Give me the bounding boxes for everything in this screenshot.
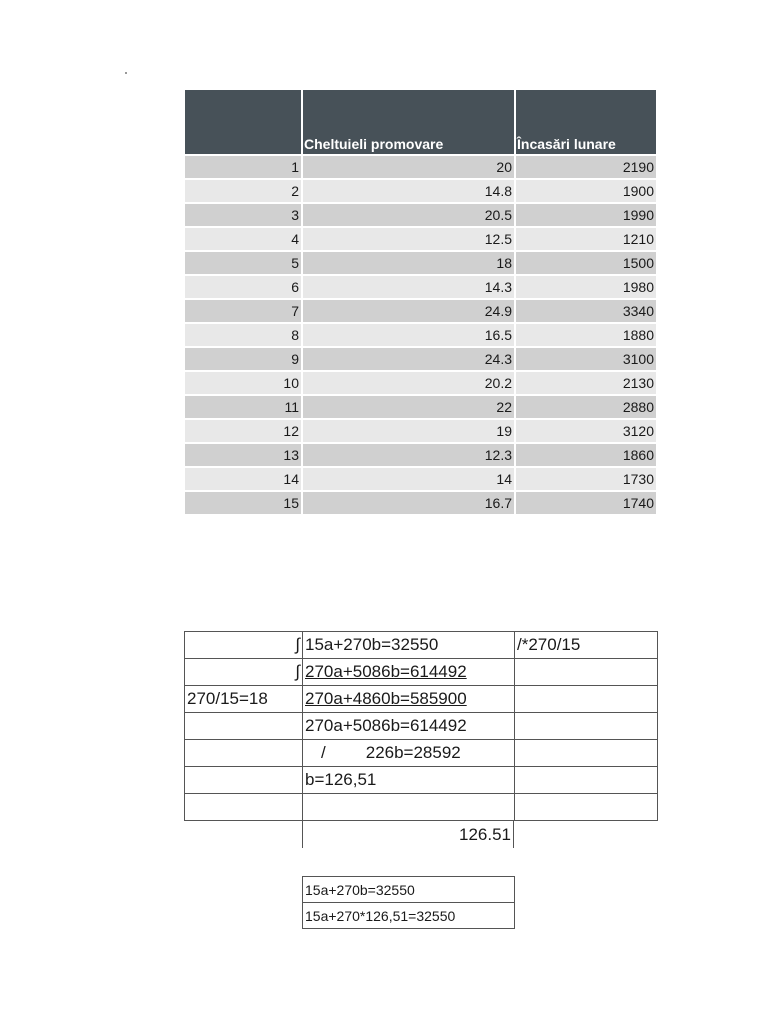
slash-mark: / xyxy=(321,743,326,762)
promotion-cost-cell: 20.2 xyxy=(302,371,515,395)
empty-cell xyxy=(515,740,658,767)
row-index-cell: 13 xyxy=(185,443,302,467)
promotion-cost-cell: 20.5 xyxy=(302,203,515,227)
promotion-cost-cell: 22 xyxy=(302,395,515,419)
row-index-cell: 6 xyxy=(185,275,302,299)
row-index-cell: 10 xyxy=(185,371,302,395)
equation-cell: 270a+5086b=614492 xyxy=(303,659,515,686)
revenue-cell: 1860 xyxy=(515,443,656,467)
promotion-cost-cell: 16.7 xyxy=(302,491,515,514)
table-row xyxy=(185,323,656,347)
promotion-cost-cell: 12.3 xyxy=(302,443,515,467)
equation-text: 226b=28592 xyxy=(365,743,461,762)
table-row xyxy=(185,395,656,419)
promotion-cost-cell: 14.3 xyxy=(302,275,515,299)
data-table-header-row xyxy=(185,90,656,155)
substitution-table xyxy=(302,876,515,929)
empty-cell xyxy=(185,713,303,740)
table-row xyxy=(185,491,656,514)
table-row xyxy=(185,443,656,467)
promotion-cost-cell: 20 xyxy=(302,155,515,179)
row-index-cell: 12 xyxy=(185,419,302,443)
row-index-cell: 9 xyxy=(185,347,302,371)
empty-cell xyxy=(185,767,303,794)
equation-row xyxy=(185,686,658,713)
table-row xyxy=(185,299,656,323)
equation-row xyxy=(185,740,658,767)
table-row xyxy=(185,203,656,227)
revenue-cell: 1900 xyxy=(515,179,656,203)
table-row xyxy=(185,179,656,203)
header-monthly-revenue: Încasări lunare xyxy=(515,90,656,155)
equation-row xyxy=(185,632,658,659)
promotion-cost-cell: 16.5 xyxy=(302,323,515,347)
revenue-cell: 1880 xyxy=(515,323,656,347)
header-index xyxy=(185,90,302,155)
empty-cell xyxy=(515,686,658,713)
row-index-cell: 3 xyxy=(185,203,302,227)
data-table xyxy=(185,90,656,514)
revenue-cell: 1500 xyxy=(515,251,656,275)
integral-sign: ∫ xyxy=(185,659,303,686)
subtraction-result-cell xyxy=(303,740,515,767)
equation-row xyxy=(185,794,658,821)
promotion-cost-cell: 24.9 xyxy=(302,299,515,323)
table-row xyxy=(185,467,656,491)
equation-row xyxy=(185,767,658,794)
row-index-cell: 2 xyxy=(185,179,302,203)
row-index-cell: 15 xyxy=(185,491,302,514)
equation-row xyxy=(185,713,658,740)
empty-cell xyxy=(515,794,658,821)
promotion-cost-cell: 14 xyxy=(302,467,515,491)
table-row xyxy=(185,275,656,299)
empty-cell xyxy=(185,740,303,767)
substitution-cell: 15a+270*126,51=32550 xyxy=(303,903,515,929)
row-index-cell: 14 xyxy=(185,467,302,491)
empty-cell xyxy=(185,794,303,821)
equation-row xyxy=(185,659,658,686)
ratio-note: 270/15=18 xyxy=(185,686,303,713)
revenue-cell: 1730 xyxy=(515,467,656,491)
table-row xyxy=(185,227,656,251)
revenue-cell: 1980 xyxy=(515,275,656,299)
equation-cell: b=126,51 xyxy=(303,767,515,794)
table-row xyxy=(185,251,656,275)
revenue-cell: 1990 xyxy=(515,203,656,227)
revenue-cell: 2880 xyxy=(515,395,656,419)
empty-cell xyxy=(515,659,658,686)
result-value: 126.51 xyxy=(302,821,514,848)
table-row xyxy=(185,419,656,443)
header-promotion-costs: Cheltuieli promovare xyxy=(302,90,515,155)
row-index-cell: 11 xyxy=(185,395,302,419)
operation-note: /*270/15 xyxy=(515,632,658,659)
data-table-body xyxy=(185,155,656,514)
equation-cell: 15a+270b=32550 xyxy=(303,632,515,659)
revenue-cell: 1740 xyxy=(515,491,656,514)
row-index-cell: 5 xyxy=(185,251,302,275)
promotion-cost-cell: 14.8 xyxy=(302,179,515,203)
table-row xyxy=(185,347,656,371)
stray-dot xyxy=(125,72,127,74)
revenue-cell: 2190 xyxy=(515,155,656,179)
substitution-row xyxy=(303,903,515,929)
row-index-cell: 4 xyxy=(185,227,302,251)
table-row xyxy=(185,371,656,395)
revenue-cell: 3120 xyxy=(515,419,656,443)
promotion-cost-cell: 18 xyxy=(302,251,515,275)
promotion-cost-cell: 12.5 xyxy=(302,227,515,251)
revenue-cell: 3340 xyxy=(515,299,656,323)
empty-cell xyxy=(303,794,515,821)
promotion-cost-cell: 19 xyxy=(302,419,515,443)
integral-sign: ∫ xyxy=(185,632,303,659)
substitution-cell: 15a+270b=32550 xyxy=(303,877,515,903)
revenue-cell: 2130 xyxy=(515,371,656,395)
row-index-cell: 1 xyxy=(185,155,302,179)
promotion-cost-cell: 24.3 xyxy=(302,347,515,371)
row-index-cell: 8 xyxy=(185,323,302,347)
revenue-cell: 3100 xyxy=(515,347,656,371)
equation-cell: 270a+4860b=585900 xyxy=(303,686,515,713)
revenue-cell: 1210 xyxy=(515,227,656,251)
empty-cell xyxy=(515,767,658,794)
equation-cell: 270a+5086b=614492 xyxy=(303,713,515,740)
substitution-row xyxy=(303,877,515,903)
table-row xyxy=(185,155,656,179)
equation-grid xyxy=(184,631,658,821)
row-index-cell: 7 xyxy=(185,299,302,323)
empty-cell xyxy=(515,713,658,740)
